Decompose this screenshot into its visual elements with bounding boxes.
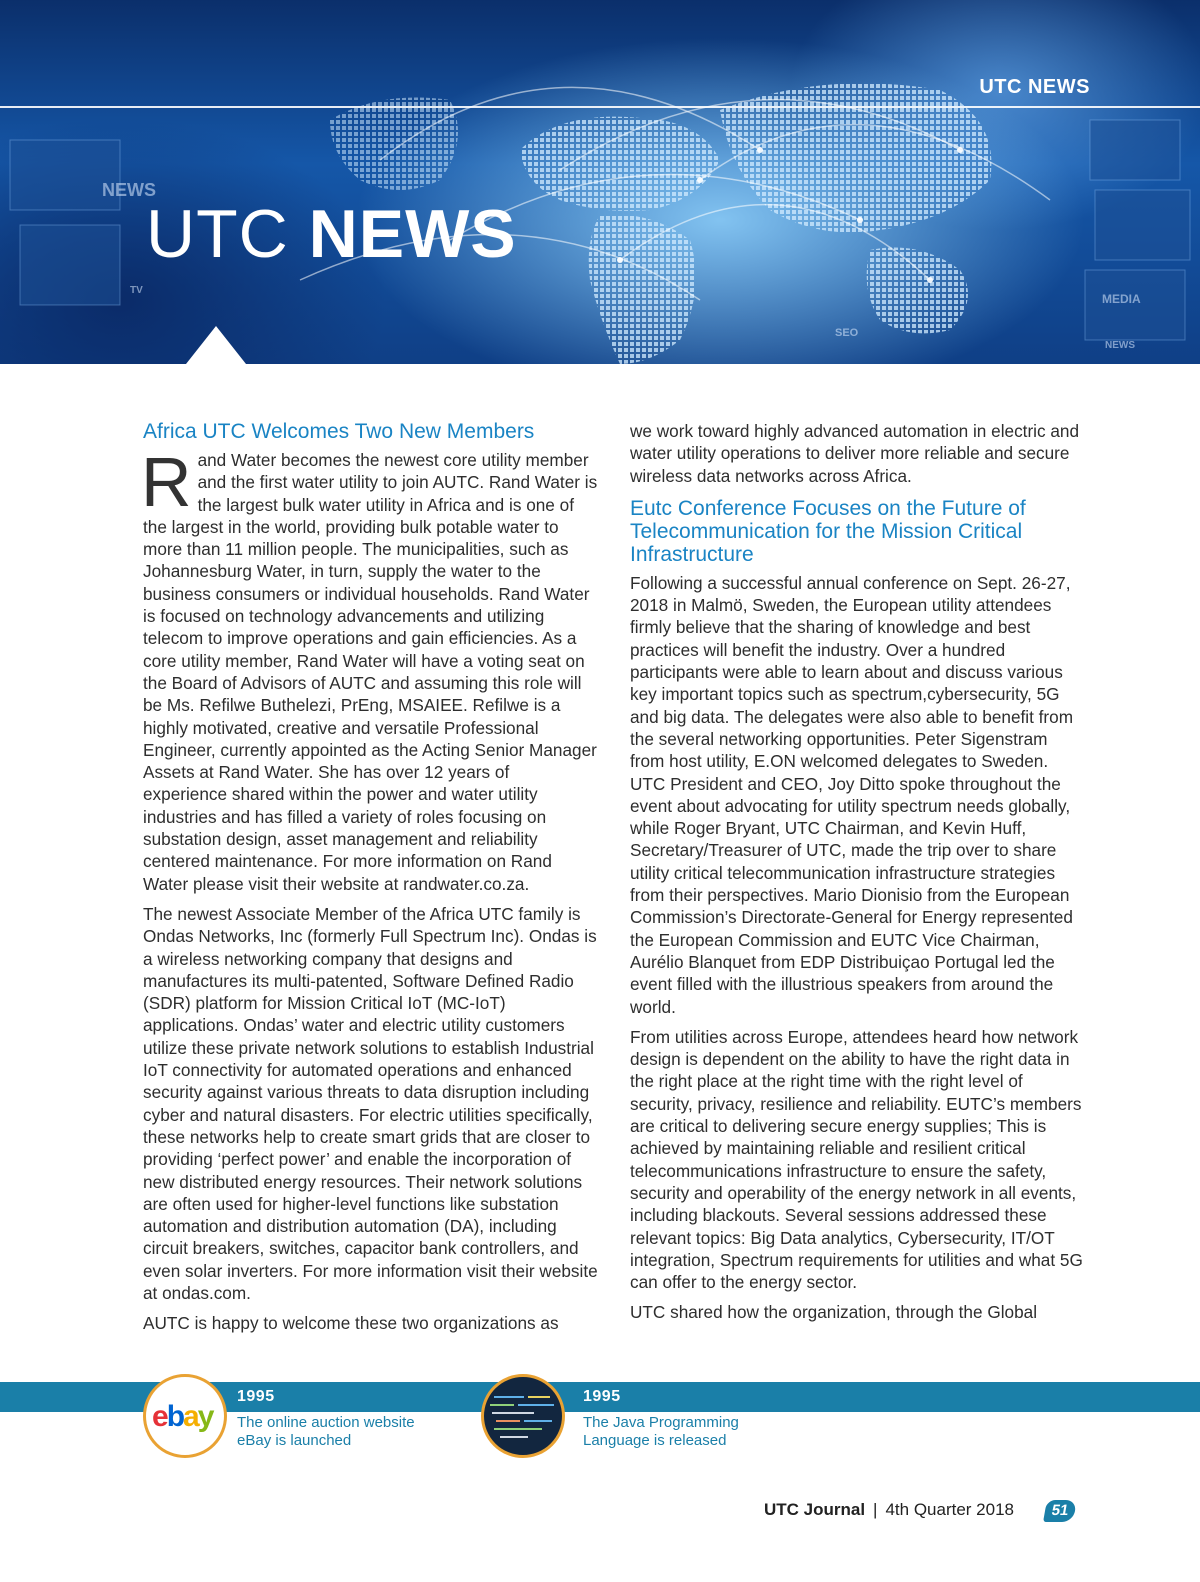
timeline-text-line: eBay is launched [237, 1432, 352, 1449]
article-paragraph: we work toward highly advanced automation in electric and water utility operations to deliver more reliable and secure wireless data networks across Africa. [630, 421, 1080, 486]
banner-word-news-badge: NEWS [1105, 340, 1135, 351]
header-banner [0, 0, 1200, 364]
journal-name: UTC Journal [763, 1500, 866, 1519]
timeline-text [237, 1414, 415, 1450]
timeline-year: 1995 [583, 1388, 621, 1405]
banner-word-news: NEWS [102, 180, 156, 200]
world-map-illustration [0, 0, 1200, 364]
drop-cap: R [141, 443, 192, 521]
article-paragraph: AUTC is happy to welcome these two organizations as [143, 1313, 559, 1334]
ebay-logo-letter: a [183, 1400, 198, 1433]
article-paragraph: UTC shared how the organization, through the Global [630, 1302, 1038, 1323]
article-paragraph-text: and Water becomes the newest core utility member and the first water utility to join AUTC. Rand Water is the largest bulk water utility in Africa and is one of the largest in the world, providing bulk potable water to more than 11 million people. The municipalities, such as Johannesburg Water, in turn, supply the water to the business consumers or individual households. Rand Water is focused on technology advancements and utilizing telecom to improve operations and gain efficiencies. As a core utility member, Rand Water will have a voting seat on the Board of Advisors of AUTC and assuming this role will be Ms. Refilwe Buthelezi, PrEng, MSAIEE. Refilwe is a highly motivated, creative and versatile Professional Engineer, currently appointed as the Acting Senior Manager Assets at Rand Water. She has over 12 years of experience shared within the power and water utility industries and has filled a variety of roles focusing on substation design, asset management and reliability centered maintenance. For more information on Rand Water please visit their website at randwater.co.za. [143, 450, 598, 894]
timeline-text-line: Language is released [583, 1432, 727, 1449]
article-paragraph: The newest Associate Member of the Africa UTC family is Ondas Networks, Inc (formerly Full Spectrum Inc). Ondas is a wireless networking company that designs and manufactures its multi-patented, Software Defined Radio (SDR) platform for Mission Critical IoT (MC-IoT) applications. Ondas’ water and electric utility customers utilize these private network solutions to establish Industrial IoT connectivity for automated operations and enhanced security against various threats to data disruption including cyber and natural disasters. For electric utilities specifically, these networks help to create smart grids that are closer to providing ‘perfect power’ and enable the incorporation of new distributed energy resources. Their network solutions are often used for higher-level functions like substation automation and distribution automation (DA), including circuit breakers, switches, capacitor bank controllers, and even solar inverters. For more information visit their website at ondas.com. [143, 903, 598, 1303]
section-label: UTC NEWS [979, 76, 1090, 98]
left-column [143, 420, 598, 1343]
code-lines-illustration [484, 1377, 562, 1455]
ebay-logo [152, 1400, 212, 1434]
timeline-text-line: The online auction website [237, 1414, 415, 1431]
article-paragraph [141, 443, 598, 895]
page-footer [764, 1500, 1014, 1520]
article-paragraph: From utilities across Europe, attendees heard how network design is dependent on the ability to have the right data in the right place at the right time with the right level of security, privacy, resilience and reliability. EUTC’s members are critical to delivering secure energy supplies; This is achieved by maintaining reliable and resilient critical telecommunications infrastructure to ensure the safety, security and operability of the energy network in all events, including blackouts. Several sessions addressed these relevant topics: Big Data analytics, Cybersecurity, IT/OT integration, Spectrum requirements for utilities and what 5G can offer to the energy sector. [630, 1026, 1083, 1293]
banner-notch [186, 326, 246, 364]
ebay-logo-letter: y [197, 1400, 213, 1433]
right-column [630, 420, 1085, 1332]
ebay-logo-letter: b [166, 1400, 184, 1433]
banner-word-tv: TV [130, 285, 143, 296]
banner-word-seo: SEO [835, 327, 859, 339]
header-rule [0, 106, 1200, 108]
ebay-logo-letter: e [152, 1400, 167, 1433]
timeline-text-line: The Java Programming [583, 1414, 739, 1431]
page-title-thin: UTC [146, 196, 309, 272]
article-heading-africa-utc: Africa UTC Welcomes Two New Members [143, 420, 535, 443]
timeline-text [583, 1414, 739, 1450]
ebay-logo-icon [143, 1374, 227, 1458]
page-title-bold: NEWS [308, 196, 517, 272]
article-heading-eutc-conference: Eutc Conference Focuses on the Future of Telecommunication for the Mission Critical Infrastructure [630, 496, 1026, 566]
page-title [146, 196, 517, 272]
journal-issue: 4th Quarter 2018 [885, 1500, 1014, 1519]
article-paragraph: Following a successful annual conference on Sept. 26-27, 2018 in Malmö, Sweden, the European utility attendees firmly believe that the sharing of knowledge and best practices will benefit the industry. Over a hundred participants were able to learn about and discuss various key important topics such as spectrum,cybersecurity, 5G and big data. The delegates were also able to benefit from the several networking opportunities. Peter Sigenstram from host utility, E.ON welcomed delegates to Sweden. UTC President and CEO, Joy Ditto spoke throughout the event about advocating for utility spectrum needs globally, while Roger Bryant, UTC Chairman, and Kevin Huff, Secretary/Treasurer of UTC, made the trip over to share utility critical telecommunication infrastructure strategies from their perspectives. Mario Dionisio from the European Commission’s Directorate-General for Energy represented the European Commission and EUTC Vice Chairman, Aurélio Blanquet from EDP Distribuiçao Portugal led the event filled with the illustrious speakers from around the world. [630, 572, 1074, 1017]
footer-separator: | [873, 1500, 878, 1519]
page-number: 51 [1043, 1500, 1077, 1522]
timeline-year: 1995 [237, 1388, 275, 1405]
code-screen-icon [481, 1374, 565, 1458]
banner-word-media: MEDIA [1102, 292, 1141, 306]
